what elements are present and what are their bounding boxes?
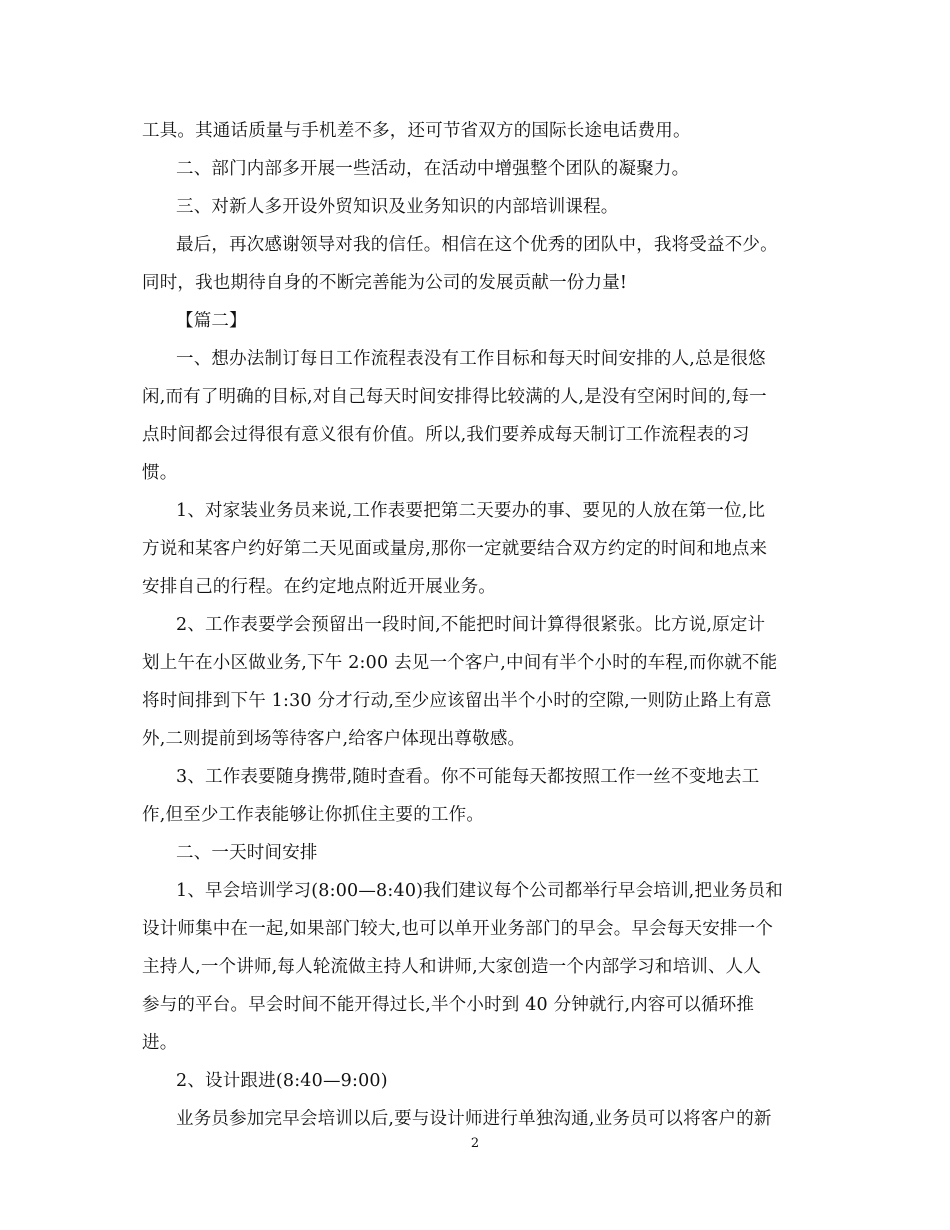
section-heading: 【篇二】 <box>176 311 247 331</box>
text-line: 2、工作表要学会预留出一段时间,不能把时间计算得很紧张。比方说,原定计 <box>176 615 766 635</box>
text-line: 业务员参加完早会培训以后,要与设计师进行单独沟通,业务员可以将客户的新 <box>176 1109 772 1129</box>
document-body <box>142 112 818 1138</box>
text-line: 二、一天时间安排 <box>176 843 318 863</box>
text-line: 设计师集中在一起,如果部门较大,也可以单开业务部门的早会。早会每天安排一个 <box>142 919 774 939</box>
text-line: 点时间都会过得很有意义很有价值。所以,我们要养成每天制订工作流程表的习 <box>142 425 750 445</box>
text-line: 1、对家装业务员来说,工作表要把第二天要办的事、要见的人放在第一位,比 <box>176 501 766 521</box>
text-line: 进。 <box>142 1033 178 1053</box>
text-line: 作,但至少工作表能够让你抓住主要的工作。 <box>142 805 485 825</box>
text-line: 闲,而有了明确的目标,对自己每天时间安排得比较满的人,是没有空闲时间的,每一 <box>142 387 767 407</box>
text-line: 工具。其通话质量与手机差不多，还可节省双方的国际长途电话费用。 <box>142 121 691 141</box>
text-line: 安排自己的行程。在约定地点附近开展业务。 <box>142 577 496 597</box>
text-line: 三、对新人多开设外贸知识及业务知识的内部培训课程。 <box>176 197 619 217</box>
text-line: 参与的平台。早会时间不能开得过长,半个小时到 40 分钟就行,内容可以循环推 <box>142 995 755 1015</box>
text-line: 方说和某客户约好第二天见面或量房,那你一定就要结合双方约定的时间和地点来 <box>142 539 768 559</box>
page-number: 2 <box>470 1136 480 1151</box>
text-line: 划上午在小区做业务,下午 2:00 去见一个客户,中间有半个小时的车程,而你就不能 <box>142 653 778 673</box>
text-line: 惯。 <box>142 463 178 483</box>
text-line: 1、早会培训学习(8:00—8:40)我们建议每个公司都举行早会培训,把业务员和 <box>176 881 783 901</box>
text-line: 最后，再次感谢领导对我的信任。相信在这个优秀的团队中，我将受益不少。 <box>176 235 778 255</box>
text-line: 3、工作表要随身携带,随时查看。你不可能每天都按照工作一丝不变地去工 <box>176 767 760 787</box>
text-line: 将时间排到下午 1:30 分才行动,至少应该留出半个小时的空隙,一则防止路上有意 <box>142 691 772 711</box>
text-line: 同时，我也期待自身的不断完善能为公司的发展贡献一份力量! <box>142 273 628 293</box>
text-line: 二、部门内部多开展一些活动，在活动中增强整个团队的凝聚力。 <box>176 159 690 179</box>
text-line: 外,二则提前到场等待客户,给客户体现出尊敬感。 <box>142 729 526 749</box>
text-line: 2、设计跟进(8:40—9:00) <box>176 1071 388 1091</box>
text-line: 主持人,一个讲师,每人轮流做主持人和讲师,大家创造一个内部学习和培训、人人 <box>142 957 762 977</box>
text-line: 一、想办法制订每日工作流程表没有工作目标和每天时间安排的人,总是很悠 <box>176 349 766 369</box>
